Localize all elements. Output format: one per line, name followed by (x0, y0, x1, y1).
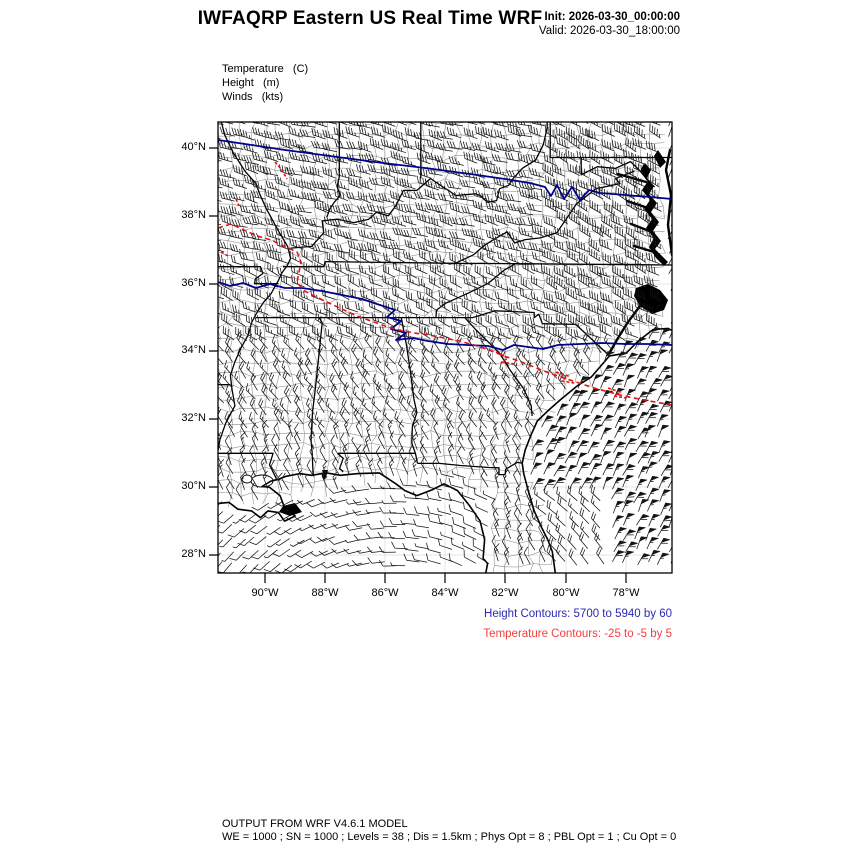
legend-height: Height (m) (222, 77, 280, 89)
x-axis-tick-label: 86°W (371, 587, 399, 599)
y-axis-tick-label: 38°N (181, 209, 206, 221)
y-axis-tick-label: 28°N (181, 548, 206, 560)
temperature-contour-caption: Temperature Contours: -25 to -5 by 5 (483, 628, 672, 640)
y-axis-tick-label: 36°N (181, 277, 206, 289)
height-contour-caption: Height Contours: 5700 to 5940 by 60 (484, 608, 672, 620)
temperature-contour-fragment (221, 252, 228, 256)
valid-timestamp: Valid: 2026-03-30_18:00:00 (538, 25, 680, 37)
page-title: IWFAQRP Eastern US Real Time WRF (197, 8, 543, 29)
x-axis-tick-label: 82°W (491, 587, 519, 599)
x-axis-tick-label: 88°W (311, 587, 339, 599)
y-axis-tick-label: 34°N (181, 344, 206, 356)
x-axis-tick-label: 90°W (251, 587, 279, 599)
model-output-line: OUTPUT FROM WRF V4.6.1 MODEL (222, 818, 408, 830)
legend-winds: Winds (kts) (222, 91, 284, 103)
axis-ticks (209, 148, 626, 583)
legend-temperature: Temperature (C) (222, 63, 309, 75)
x-axis-tick-label: 78°W (612, 587, 640, 599)
y-axis-tick-label: 32°N (181, 412, 206, 424)
init-timestamp: Init: 2026-03-30_00:00:00 (544, 11, 680, 23)
x-axis-tick-label: 84°W (431, 587, 459, 599)
x-axis-tick-label: 80°W (552, 587, 580, 599)
lake-outline (242, 475, 252, 483)
y-axis-tick-label: 30°N (181, 480, 206, 492)
y-axis-tick-label: 40°N (181, 141, 206, 153)
model-config-line: WE = 1000 ; SN = 1000 ; Levels = 38 ; Dis = 1.5km ; Phys Opt = 8 ; PBL Opt = 1 ; Cu Opt = 0 (222, 831, 677, 843)
